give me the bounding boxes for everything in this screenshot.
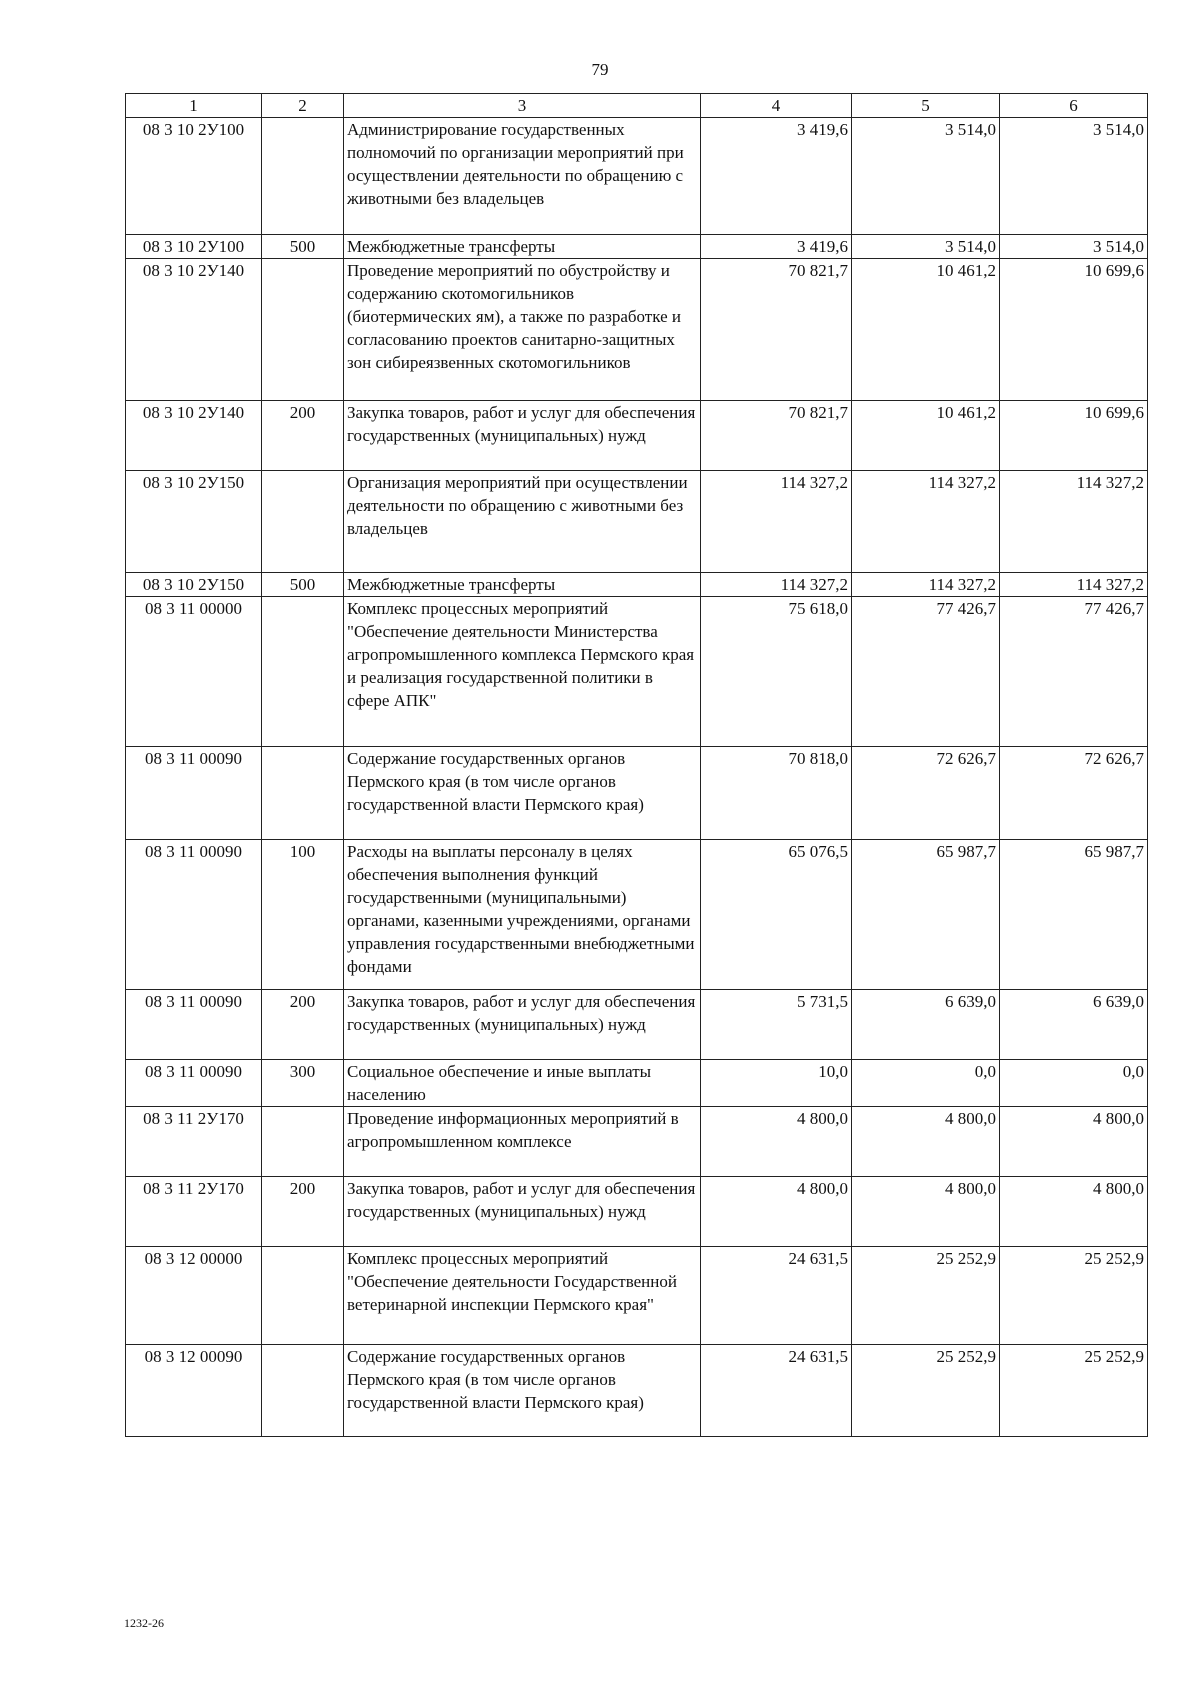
amount-col4-cell: 70 821,7 (701, 401, 852, 471)
table-row (126, 471, 1148, 573)
amount-col6-cell: 0,0 (1000, 1060, 1148, 1107)
expense-type-cell (262, 1345, 344, 1437)
table-row (126, 747, 1148, 840)
amount-col6-cell: 10 699,6 (1000, 259, 1148, 401)
amount-col6-cell: 25 252,9 (1000, 1247, 1148, 1345)
amount-col4-cell: 3 419,6 (701, 235, 852, 259)
amount-col6-cell: 25 252,9 (1000, 1345, 1148, 1437)
description-cell: Межбюджетные трансферты (344, 573, 701, 597)
table-row (126, 597, 1148, 747)
table-row (126, 573, 1148, 597)
description-cell: Комплекс процессных мероприятий "Обеспечение деятельности Государственной ветеринарной инспекции Пермского края" (344, 1247, 701, 1345)
expense-type-cell: 500 (262, 235, 344, 259)
expense-type-cell: 200 (262, 401, 344, 471)
expense-type-cell (262, 471, 344, 573)
expense-type-cell: 500 (262, 573, 344, 597)
column-header: 4 (701, 94, 852, 118)
classification-code-cell: 08 3 12 00090 (126, 1345, 262, 1437)
amount-col6-cell: 114 327,2 (1000, 471, 1148, 573)
description-cell: Расходы на выплаты персоналу в целях обеспечения выполнения функций государственными (муниципальными) органами, казенными учреждениями, органами управления государственными внебюджетными фондами (344, 840, 701, 990)
amount-col4-cell: 114 327,2 (701, 471, 852, 573)
column-header: 5 (852, 94, 1000, 118)
amount-col4-cell: 70 821,7 (701, 259, 852, 401)
page-number: 79 (591, 60, 609, 79)
table-row (126, 1247, 1148, 1345)
amount-col4-cell: 10,0 (701, 1060, 852, 1107)
expense-type-cell (262, 597, 344, 747)
description-cell: Администрирование государственных полномочий по организации мероприятий при осуществлении деятельности по обращению с животными без владельцев (344, 118, 701, 235)
classification-code-cell: 08 3 11 2У170 (126, 1177, 262, 1247)
amount-col6-cell: 10 699,6 (1000, 401, 1148, 471)
description-cell: Закупка товаров, работ и услуг для обеспечения государственных (муниципальных) нужд (344, 990, 701, 1060)
description-cell: Закупка товаров, работ и услуг для обеспечения государственных (муниципальных) нужд (344, 401, 701, 471)
amount-col5-cell: 25 252,9 (852, 1345, 1000, 1437)
table-row (126, 1107, 1148, 1177)
amount-col5-cell: 114 327,2 (852, 573, 1000, 597)
expense-type-cell (262, 118, 344, 235)
amount-col5-cell: 25 252,9 (852, 1247, 1000, 1345)
amount-col4-cell: 4 800,0 (701, 1177, 852, 1247)
amount-col4-cell: 5 731,5 (701, 990, 852, 1060)
description-cell: Организация мероприятий при осуществлении деятельности по обращению с животными без владельцев (344, 471, 701, 573)
amount-col6-cell: 114 327,2 (1000, 573, 1148, 597)
amount-col6-cell: 65 987,7 (1000, 840, 1148, 990)
table-row (126, 840, 1148, 990)
amount-col6-cell: 3 514,0 (1000, 235, 1148, 259)
classification-code-cell: 08 3 10 2У100 (126, 235, 262, 259)
table-row (126, 118, 1148, 235)
table-row (126, 259, 1148, 401)
description-cell: Проведение информационных мероприятий в агропромышленном комплексе (344, 1107, 701, 1177)
table-row (126, 1177, 1148, 1247)
expense-type-cell (262, 259, 344, 401)
amount-col6-cell: 6 639,0 (1000, 990, 1148, 1060)
description-cell: Содержание государственных органов Пермского края (в том числе органов государственной власти Пермского края) (344, 747, 701, 840)
amount-col5-cell: 6 639,0 (852, 990, 1000, 1060)
amount-col5-cell: 3 514,0 (852, 235, 1000, 259)
expense-type-cell: 200 (262, 990, 344, 1060)
amount-col5-cell: 4 800,0 (852, 1177, 1000, 1247)
description-cell: Проведение мероприятий по обустройству и содержанию скотомогильников (биотермических ям), а также по разработке и согласованию проектов санитарно-защитных зон сибиреязвенных скотомогильников (344, 259, 701, 401)
expense-type-cell (262, 747, 344, 840)
description-cell: Содержание государственных органов Пермского края (в том числе органов государственной власти Пермского края) (344, 1345, 701, 1437)
classification-code-cell: 08 3 11 00090 (126, 747, 262, 840)
amount-col4-cell: 4 800,0 (701, 1107, 852, 1177)
amount-col6-cell: 4 800,0 (1000, 1177, 1148, 1247)
table-row (126, 990, 1148, 1060)
amount-col5-cell: 4 800,0 (852, 1107, 1000, 1177)
amount-col5-cell: 3 514,0 (852, 118, 1000, 235)
classification-code-cell: 08 3 10 2У140 (126, 401, 262, 471)
amount-col5-cell: 10 461,2 (852, 259, 1000, 401)
classification-code-cell: 08 3 10 2У100 (126, 118, 262, 235)
amount-col4-cell: 75 618,0 (701, 597, 852, 747)
amount-col5-cell: 10 461,2 (852, 401, 1000, 471)
expense-type-cell: 100 (262, 840, 344, 990)
classification-code-cell: 08 3 11 00090 (126, 840, 262, 990)
description-cell: Социальное обеспечение и иные выплаты населению (344, 1060, 701, 1107)
classification-code-cell: 08 3 11 00090 (126, 1060, 262, 1107)
classification-code-cell: 08 3 11 00000 (126, 597, 262, 747)
table-row (126, 1345, 1148, 1437)
classification-code-cell: 08 3 11 00090 (126, 990, 262, 1060)
footer-code: 1232-26 (124, 1616, 164, 1630)
expense-type-cell: 200 (262, 1177, 344, 1247)
amount-col4-cell: 114 327,2 (701, 573, 852, 597)
amount-col6-cell: 77 426,7 (1000, 597, 1148, 747)
column-header: 6 (1000, 94, 1148, 118)
classification-code-cell: 08 3 11 2У170 (126, 1107, 262, 1177)
column-header: 3 (344, 94, 701, 118)
classification-code-cell: 08 3 10 2У150 (126, 573, 262, 597)
table-row (126, 401, 1148, 471)
amount-col5-cell: 72 626,7 (852, 747, 1000, 840)
amount-col5-cell: 114 327,2 (852, 471, 1000, 573)
description-cell: Комплекс процессных мероприятий "Обеспечение деятельности Министерства агропромышленного комплекса Пермского края и реализация государственной политики в сфере АПК" (344, 597, 701, 747)
amount-col4-cell: 24 631,5 (701, 1247, 852, 1345)
description-cell: Закупка товаров, работ и услуг для обеспечения государственных (муниципальных) нужд (344, 1177, 701, 1247)
amount-col5-cell: 0,0 (852, 1060, 1000, 1107)
expense-type-cell: 300 (262, 1060, 344, 1107)
amount-col5-cell: 65 987,7 (852, 840, 1000, 990)
column-header: 1 (126, 94, 262, 118)
amount-col5-cell: 77 426,7 (852, 597, 1000, 747)
budget-table (125, 93, 1148, 1437)
amount-col4-cell: 65 076,5 (701, 840, 852, 990)
amount-col4-cell: 3 419,6 (701, 118, 852, 235)
classification-code-cell: 08 3 10 2У150 (126, 471, 262, 573)
classification-code-cell: 08 3 12 00000 (126, 1247, 262, 1345)
amount-col6-cell: 3 514,0 (1000, 118, 1148, 235)
classification-code-cell: 08 3 10 2У140 (126, 259, 262, 401)
column-header: 2 (262, 94, 344, 118)
table-row (126, 1060, 1148, 1107)
description-cell: Межбюджетные трансферты (344, 235, 701, 259)
table-header-row (126, 94, 1148, 118)
expense-type-cell (262, 1247, 344, 1345)
amount-col6-cell: 72 626,7 (1000, 747, 1148, 840)
table-row (126, 235, 1148, 259)
amount-col4-cell: 24 631,5 (701, 1345, 852, 1437)
expense-type-cell (262, 1107, 344, 1177)
amount-col6-cell: 4 800,0 (1000, 1107, 1148, 1177)
amount-col4-cell: 70 818,0 (701, 747, 852, 840)
